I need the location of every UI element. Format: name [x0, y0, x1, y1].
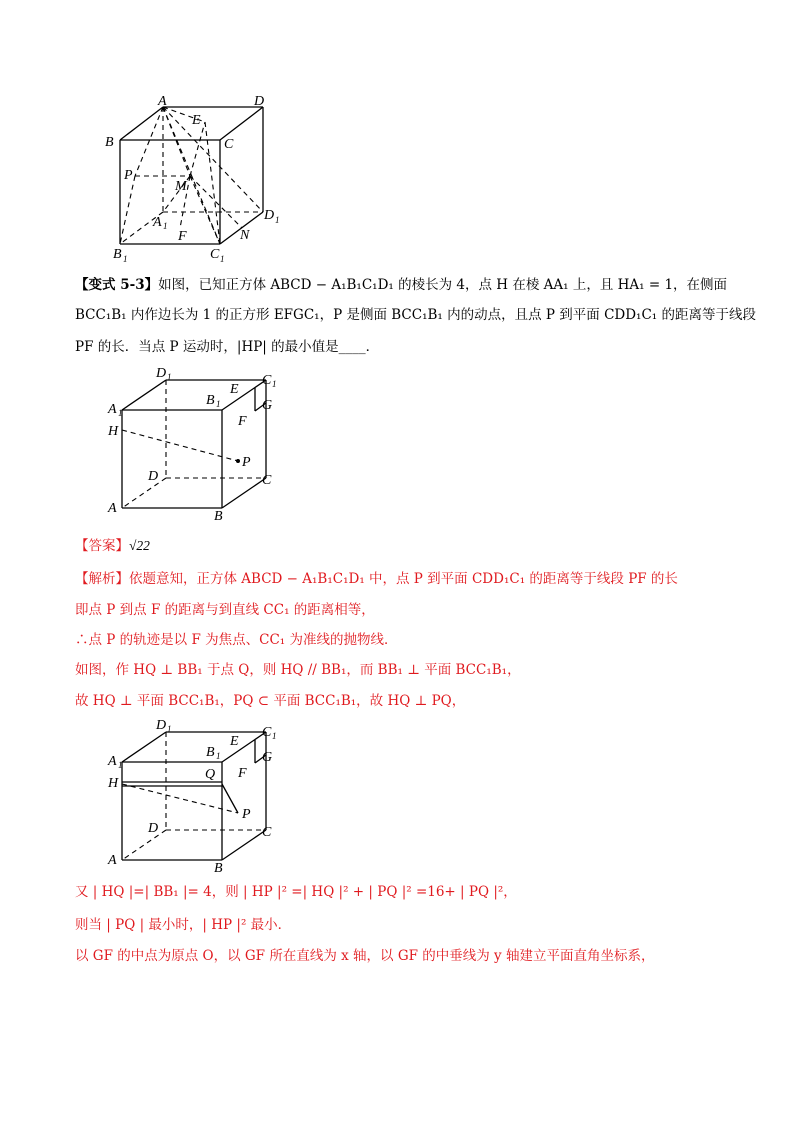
analysis-line-4: 如图，作 HQ ⊥ BB₁ 于点 Q，则 HQ // BB₁，而 BB₁ ⊥ 平面 BCC₁B₁， [75, 662, 521, 678]
fig3-label-A: A [108, 853, 117, 868]
fig3-label-D: D [148, 821, 159, 836]
analysis-line-6: 又 | HQ |=| BB₁ |= 4，则 | HP |² =| HQ |² + | PQ |² =16+ | PQ |²， [75, 884, 517, 900]
answer-label: 【答案】 [75, 538, 129, 554]
fig3-label-P: P [242, 807, 251, 822]
fig1-label-C1: C [210, 247, 220, 262]
fig3-label-B: B [214, 861, 223, 876]
fig3-sub-B1: 1 [216, 751, 221, 761]
fig3-sub-A1: 1 [118, 760, 123, 770]
fig2-label-H: H [108, 424, 119, 439]
fig3-label-H: H [108, 776, 119, 791]
fig2-label-C: C [262, 473, 272, 488]
fig1-label-P: P [124, 168, 133, 183]
analysis-line-2: 即点 P 到点 F 的距离与到直线 CC₁ 的距离相等， [75, 602, 375, 618]
fig1-sub-D1: 1 [275, 215, 280, 225]
fig1-label-M: M [175, 179, 187, 194]
fig1-label-E: E [192, 113, 201, 128]
fig2-label-D1: D [156, 366, 167, 381]
fig1-label-F: F [178, 229, 187, 244]
fig3-sub-D1: 1 [167, 724, 172, 734]
fig3-label-G: G [262, 750, 273, 765]
fig1-label-D1: D [264, 208, 275, 223]
fig1-label-C: C [224, 137, 234, 152]
fig1-label-A: A [158, 94, 167, 109]
fig3-label-A1: A [108, 754, 117, 769]
analysis-line-8: 以 GF 的中点为原点 O，以 GF 所在直线为 x 轴，以 GF 的中垂线为 y 轴建立平面直角坐标系， [75, 948, 655, 964]
analysis-line-5: 故 HQ ⊥ 平面 BCC₁B₁，PQ ⊂ 平面 BCC₁B₁，故 HQ ⊥ PQ， [75, 693, 466, 709]
fig2-label-F: F [238, 414, 247, 429]
fig2-sub-B1: 1 [216, 399, 221, 409]
fig3-label-E: E [230, 734, 239, 749]
fig2-label-B1: B [206, 393, 215, 408]
analysis-line-7: 则当 | PQ | 最小时，| HP |² 最小． [75, 917, 292, 933]
fig2-sub-D1: 1 [167, 372, 172, 382]
fig3-label-D1: D [156, 718, 167, 733]
fig2-label-A1: A [108, 402, 117, 417]
fig2-sub-C1: 1 [272, 379, 277, 389]
fig2-label-A: A [108, 501, 117, 516]
problem-line-2: BCC₁B₁ 内作边长为 1 的正方形 EFGC₁，P 是侧面 BCC₁B₁ 内的动点，且点 P 到平面 CDD₁C₁ 的距离等于线段 [75, 307, 756, 323]
fig2-label-C1: C [262, 373, 272, 388]
fig1-label-A1: A [153, 215, 162, 230]
fig3-label-F: F [238, 766, 247, 781]
fig2-sub-A1: 1 [118, 408, 123, 418]
fig1-label-B1: B [113, 247, 122, 262]
fig1-label-B: B [105, 135, 114, 150]
fig1-sub-B1: 1 [123, 254, 128, 264]
fig1-sub-C1: 1 [220, 254, 225, 264]
analysis-line-3: ∴点 P 的轨迹是以 F 为焦点、CC₁ 为准线的抛物线． [75, 632, 398, 648]
fig2-label-B: B [214, 509, 223, 524]
fig2-label-G: G [262, 398, 273, 413]
problem-title: 【变式 5-3】 [75, 277, 159, 293]
problem-line-3: PF 的长．当点 P 运动时，|HP| 的最小值是____． [75, 339, 380, 355]
fig2-label-E: E [230, 382, 239, 397]
analysis-text-1: 依题意知，正方体 ABCD − A₁B₁C₁D₁ 中，点 P 到平面 CDD₁C₁ 的距离等于线段 PF 的长 [129, 571, 678, 587]
fig3-label-C1: C [262, 725, 272, 740]
fig1-sub-A1: 1 [163, 221, 168, 231]
fig1-label-D: D [254, 94, 265, 109]
fig3-label-B1: B [206, 745, 215, 760]
fig2-label-P: P [242, 455, 251, 470]
fig1-label-N: N [240, 228, 250, 243]
fig2-label-D: D [148, 469, 159, 484]
analysis-label: 【解析】 [75, 571, 129, 587]
fig3-label-C: C [262, 825, 272, 840]
fig3-label-Q: Q [205, 767, 216, 782]
fig3-sub-C1: 1 [272, 731, 277, 741]
answer-value: √22 [129, 538, 150, 553]
problem-text-1: 如图，已知正方体 ABCD − A₁B₁C₁D₁ 的棱长为 4，点 H 在棱 AA₁ 上，且 HA₁ = 1，在侧面 [158, 277, 728, 293]
